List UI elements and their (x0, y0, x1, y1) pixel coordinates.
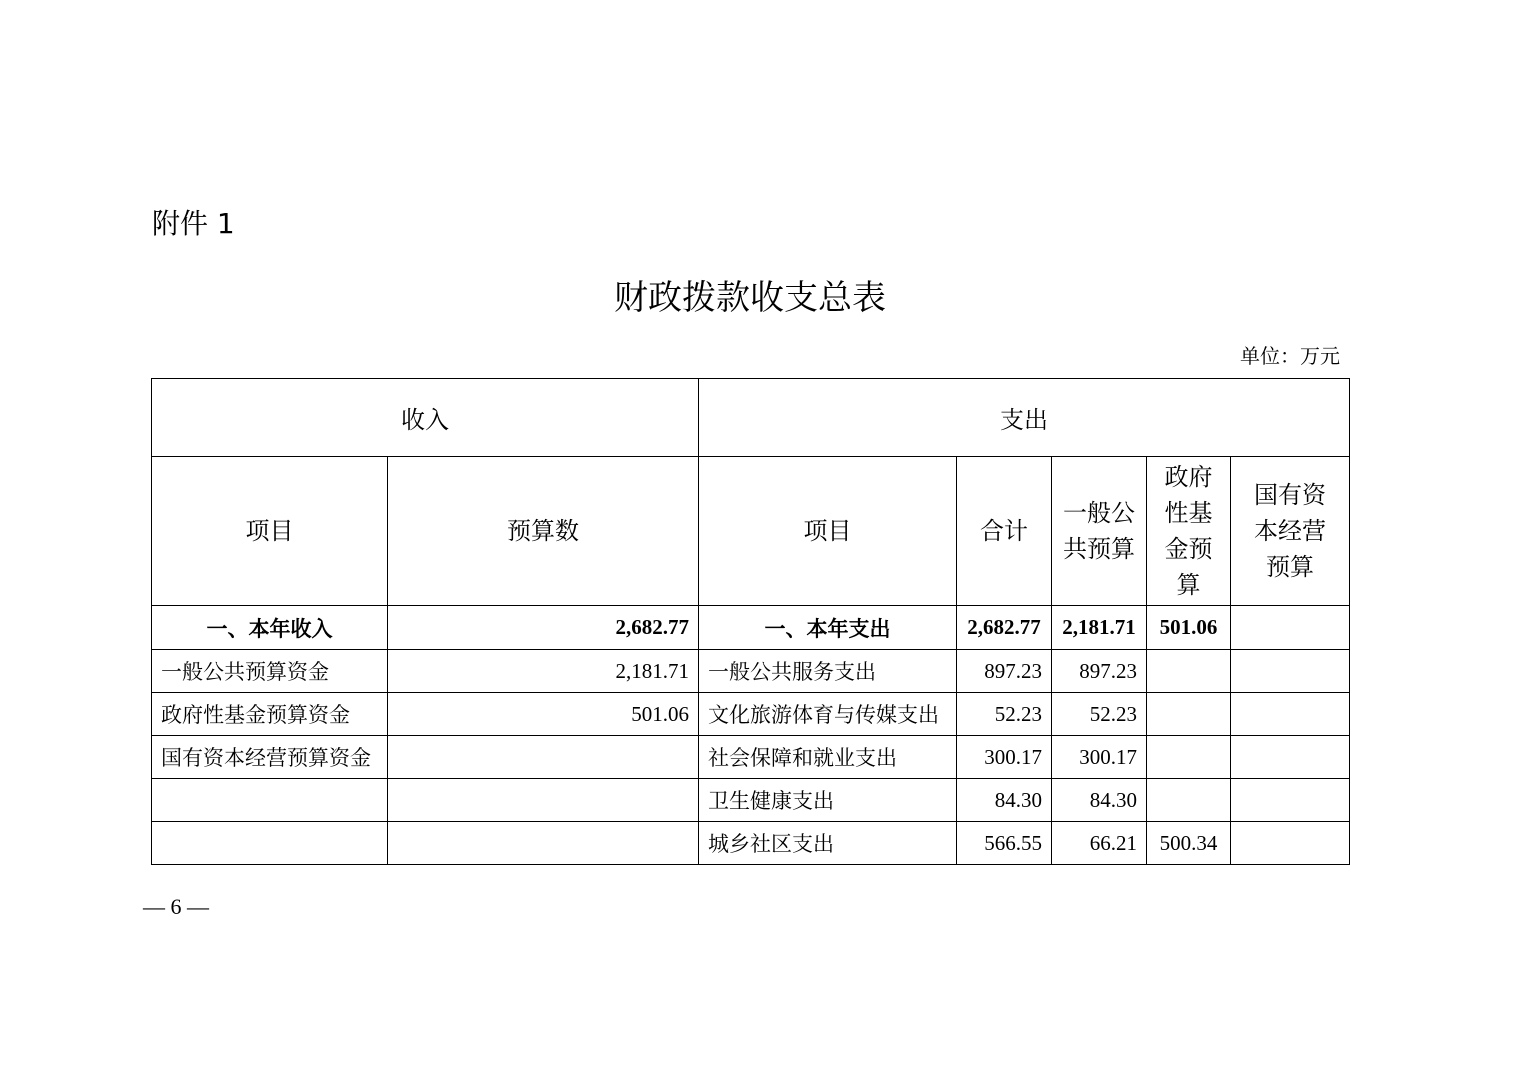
state-capital-value (1231, 736, 1350, 779)
expense-total: 897.23 (957, 650, 1052, 693)
gov-fund-value (1147, 779, 1231, 822)
general-total-value: 2,181.71 (1052, 606, 1147, 650)
income-budget (388, 779, 699, 822)
expense-item-header: 项目 (699, 457, 957, 606)
expense-item: 文化旅游体育与传媒支出 (699, 693, 957, 736)
expense-total-label: 一、本年支出 (699, 606, 957, 650)
expense-total: 52.23 (957, 693, 1052, 736)
expense-total-value: 2,682.77 (957, 606, 1052, 650)
budget-table (151, 378, 1350, 865)
gov-fund-value (1147, 736, 1231, 779)
total-row (152, 606, 1350, 650)
expense-total: 566.55 (957, 822, 1052, 865)
income-item (152, 779, 388, 822)
income-item: 国有资本经营预算资金 (152, 736, 388, 779)
table-row (152, 693, 1350, 736)
state-capital-value (1231, 693, 1350, 736)
income-budget: 2,181.71 (388, 650, 699, 693)
general-value: 897.23 (1052, 650, 1147, 693)
general-value: 300.17 (1052, 736, 1147, 779)
table-row (152, 736, 1350, 779)
expense-section-header: 支出 (699, 379, 1350, 457)
income-total-value: 2,682.77 (388, 606, 699, 650)
income-budget-header: 预算数 (388, 457, 699, 606)
expense-item: 一般公共服务支出 (699, 650, 957, 693)
gov-fund-total-value: 501.06 (1147, 606, 1231, 650)
general-value: 84.30 (1052, 779, 1147, 822)
general-budget-header (1052, 457, 1147, 606)
general-budget-header-text: 一般公共预算 (1063, 499, 1135, 563)
unit-label: 单位：万元 (1240, 344, 1340, 368)
state-capital-total-value (1231, 606, 1350, 650)
expense-item: 城乡社区支出 (699, 822, 957, 865)
income-item (152, 822, 388, 865)
table-row (152, 779, 1350, 822)
state-capital-value (1231, 822, 1350, 865)
income-budget (388, 736, 699, 779)
table-row (152, 822, 1350, 865)
income-item-header: 项目 (152, 457, 388, 606)
gov-fund-value (1147, 650, 1231, 693)
general-value: 52.23 (1052, 693, 1147, 736)
attachment-label: 附件 1 (152, 207, 235, 240)
state-capital-value (1231, 779, 1350, 822)
gov-fund-value: 500.34 (1147, 822, 1231, 865)
income-item: 政府性基金预算资金 (152, 693, 388, 736)
section-header-row (152, 379, 1350, 457)
income-item: 一般公共预算资金 (152, 650, 388, 693)
state-capital-budget-header-text: 国有资本经营预算 (1254, 481, 1326, 581)
expense-item: 社会保障和就业支出 (699, 736, 957, 779)
income-total-label: 一、本年收入 (152, 606, 388, 650)
page-number: — 6 — (143, 894, 209, 919)
expense-total: 84.30 (957, 779, 1052, 822)
income-budget: 501.06 (388, 693, 699, 736)
expense-item: 卫生健康支出 (699, 779, 957, 822)
gov-fund-budget-header (1147, 457, 1231, 606)
gov-fund-budget-header-text: 政府性基金预算 (1164, 463, 1213, 599)
page-title: 财政拨款收支总表 (614, 278, 886, 318)
income-section-header: 收入 (152, 379, 699, 457)
gov-fund-value (1147, 693, 1231, 736)
table-row (152, 650, 1350, 693)
general-value: 66.21 (1052, 822, 1147, 865)
expense-total: 300.17 (957, 736, 1052, 779)
column-header-row (152, 457, 1350, 606)
state-capital-value (1231, 650, 1350, 693)
state-capital-budget-header (1231, 457, 1350, 606)
total-header: 合计 (957, 457, 1052, 606)
income-budget (388, 822, 699, 865)
